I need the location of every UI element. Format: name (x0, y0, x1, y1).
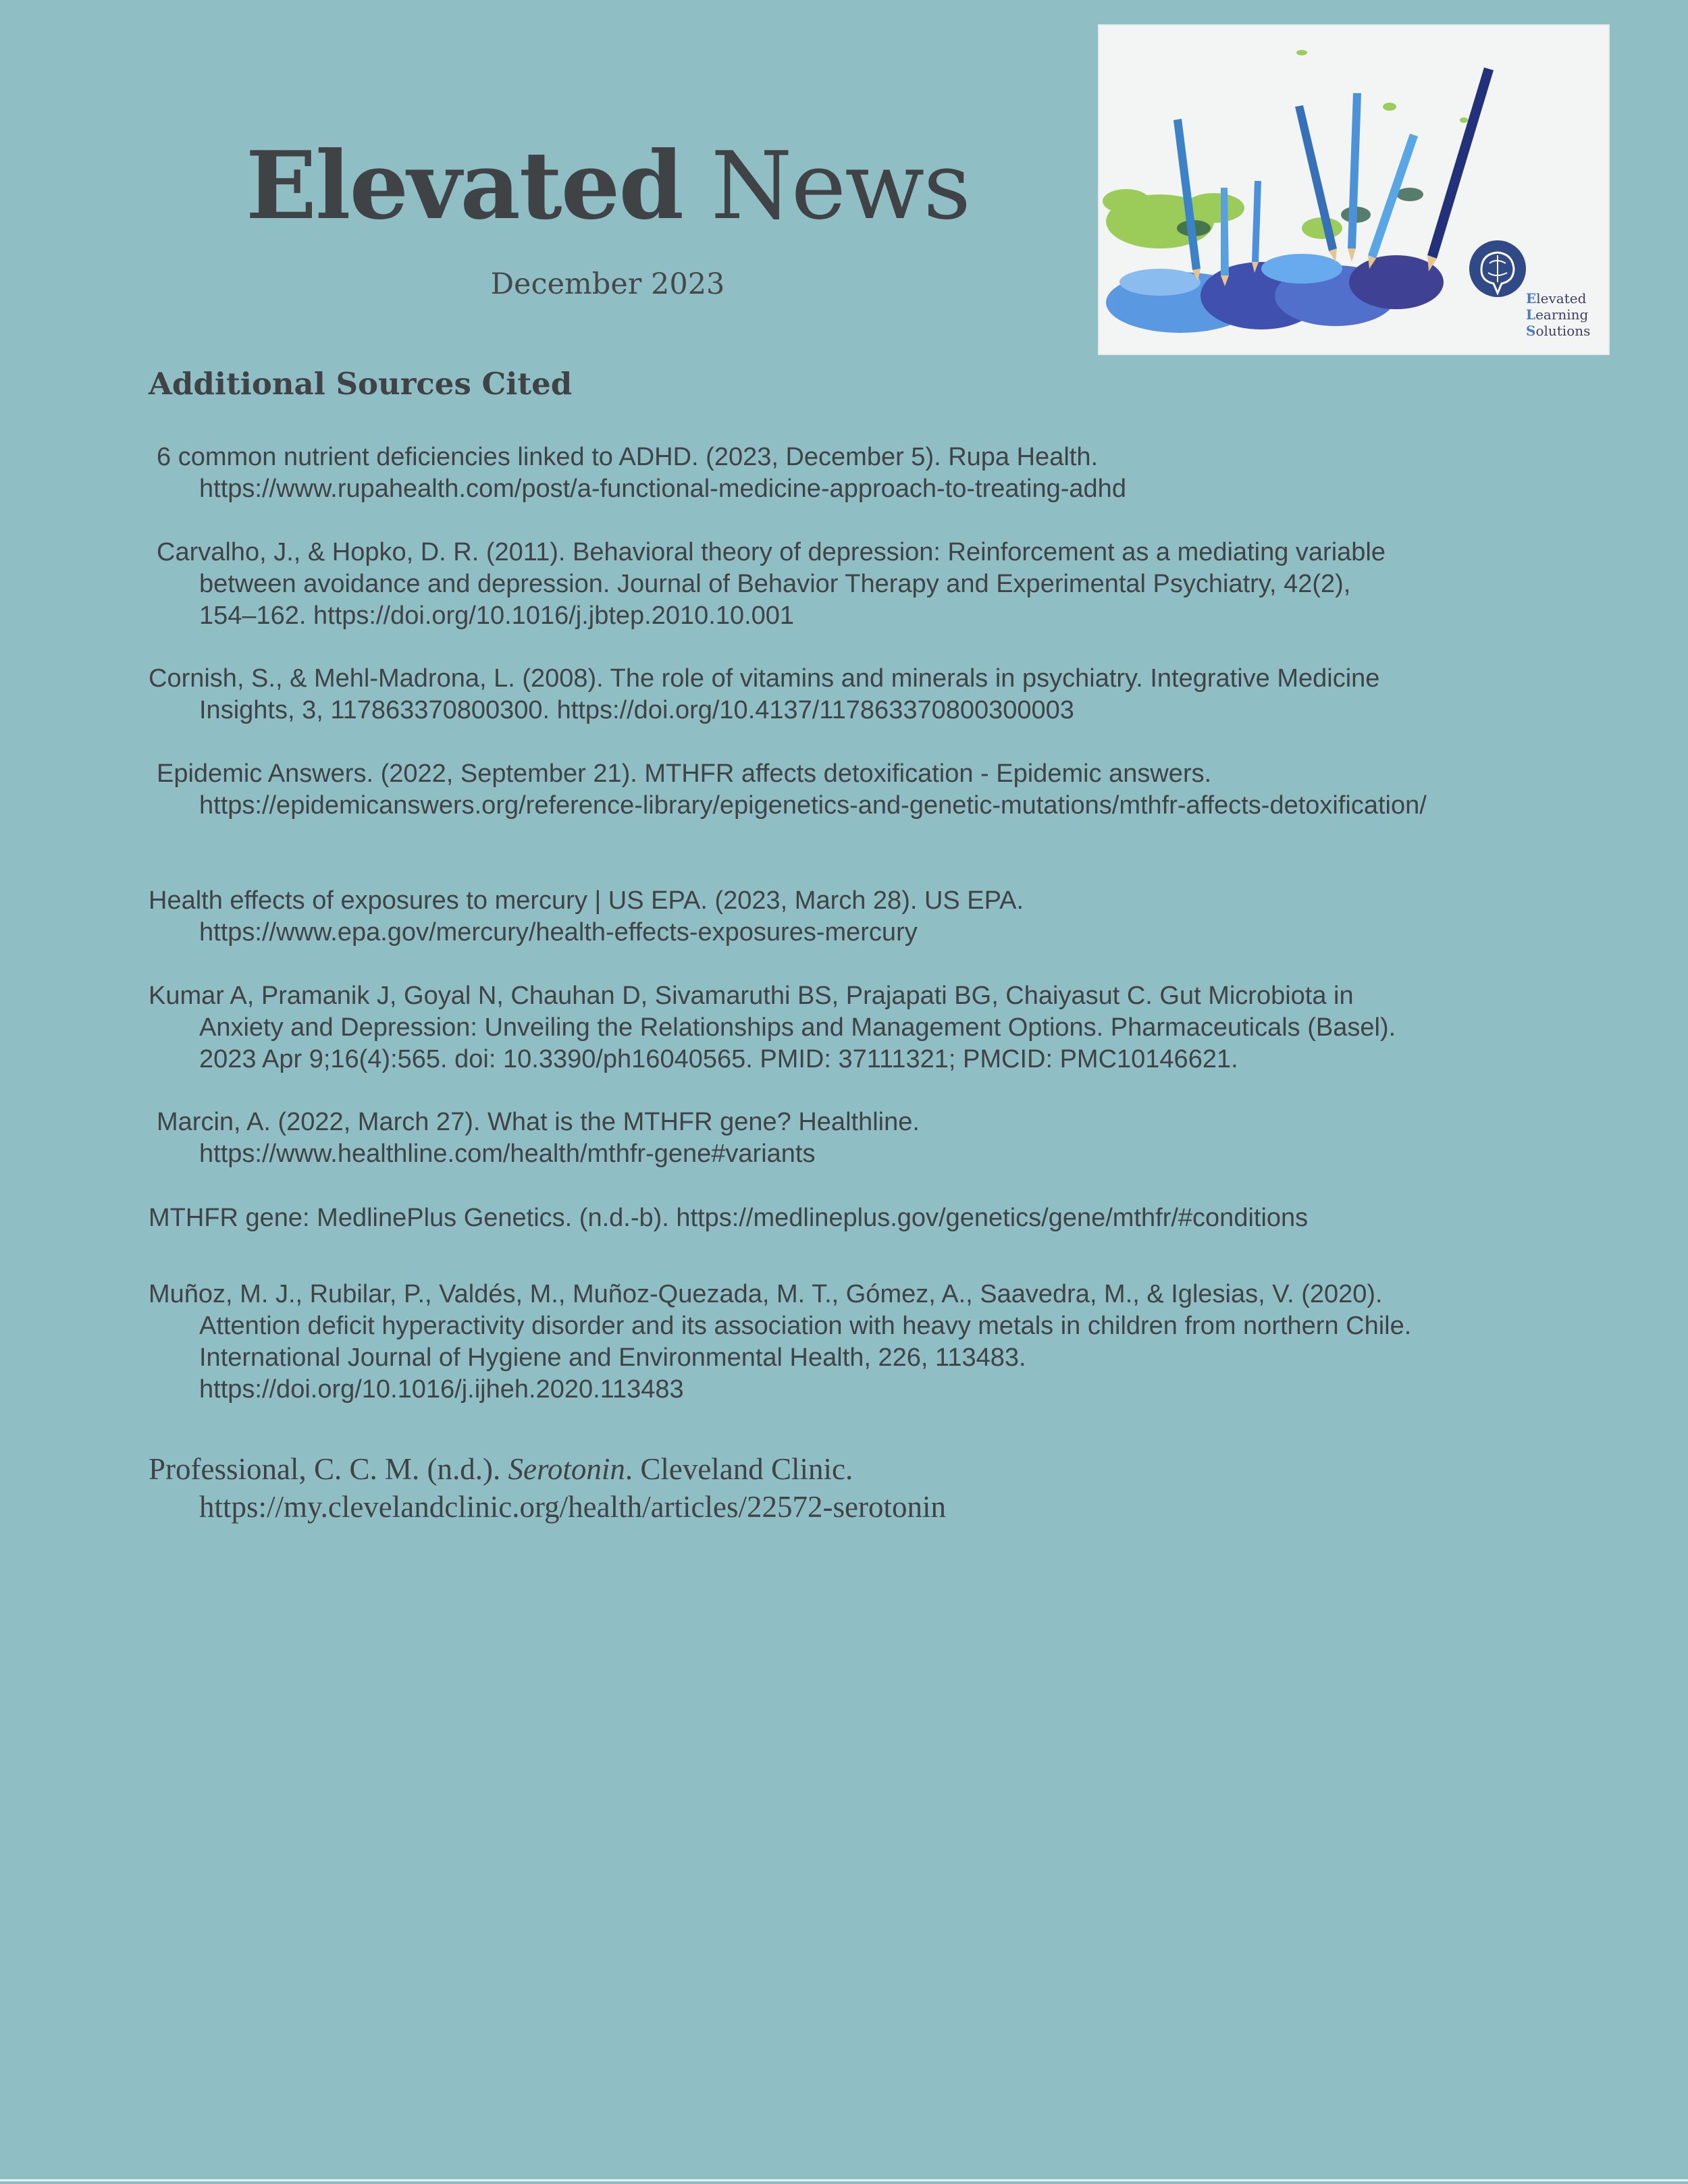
reference-item (149, 1279, 1553, 1406)
reference-line: between avoidance and depression. Journal of Behavior Therapy and Experimental Psychiatry, 42(2), (199, 570, 1351, 598)
reference-line: Anxiety and Depression: Unveiling the Relationships and Management Options. Pharmaceuticals (Basel). (199, 1013, 1396, 1042)
reference-tail: . Cleveland Clinic. (625, 1452, 853, 1486)
reference-url[interactable]: https://www.epa.gov/mercury/health-effects-exposures-mercury (199, 918, 918, 947)
reference-url[interactable]: https://www.rupahealth.com/post/a-functional-medicine-approach-to-treating-adhd (199, 475, 1126, 503)
reference-lead: Professional, C. C. M. (n.d.). (149, 1452, 508, 1486)
reference-url[interactable]: https://doi.org/10.1016/j.ijheh.2020.113483 (199, 1375, 684, 1404)
reference-line[interactable]: MTHFR gene: MedlinePlus Genetics. (n.d.-b). https://medlineplus.gov/genetics/gene/mthfr/#conditions (149, 1204, 1309, 1232)
colored-pencils-image (1098, 24, 1610, 355)
section-heading: Additional Sources Cited (149, 366, 573, 402)
reference-line: Epidemic Answers. (2022, September 21). MTHFR affects detoxification - Epidemic answers. (157, 760, 1212, 788)
title-bold: Elevated (245, 130, 683, 240)
reference-item (149, 885, 1553, 949)
reference-item (149, 1202, 1553, 1234)
reference-line: 2023 Apr 9;16(4):565. doi: 10.3390/ph16040565. PMID: 37111321; PMCID: PMC10146621. (199, 1045, 1238, 1073)
reference-item (149, 537, 1553, 632)
reference-line: Marcin, A. (2022, March 27). What is the MTHFR gene? Healthline. (157, 1108, 920, 1136)
reference-line: Carvalho, J., & Hopko, D. R. (2011). Behavioral theory of depression: Reinforcement as a mediating variable (157, 538, 1386, 566)
logo-initial: S (1526, 323, 1536, 339)
reference-line: Attention deficit hyperactivity disorder and its association with heavy metals in children from northern Chile. (199, 1312, 1412, 1340)
reference-line: Health effects of exposures to mercury | US EPA. (2023, March 28). US EPA. (149, 886, 1024, 915)
reference-item (149, 758, 1553, 822)
reference-item (149, 1450, 1553, 1526)
reference-item (149, 442, 1553, 505)
reference-url[interactable]: https://my.clevelandclinic.org/health/articles/22572-serotonin (199, 1490, 946, 1524)
reference-line (149, 1450, 1553, 1488)
logo-word: olutions (1535, 323, 1591, 339)
logo-word: levated (1536, 290, 1587, 307)
page-bottom-edge (0, 2179, 1688, 2181)
reference-item (149, 663, 1553, 726)
reference-italic-title: Serotonin (508, 1452, 625, 1486)
logo-initial: L (1526, 307, 1536, 323)
reference-line[interactable]: Insights, 3, 117863370800300. https://doi.org/10.4137/117863370800300003 (199, 696, 1074, 724)
reference-item (149, 1107, 1553, 1170)
reference-line[interactable]: 154–162. https://doi.org/10.1016/j.jbtep.2010.10.001 (199, 602, 795, 630)
reference-item (149, 980, 1553, 1075)
reference-url[interactable]: https://epidemicanswers.org/reference-library/epigenetics-and-genetic-mutations/mthfr-affects-detoxification/ (199, 791, 1427, 820)
logo-text (1526, 290, 1590, 339)
newsletter-title (223, 132, 993, 240)
reference-line: 6 common nutrient deficiencies linked to ADHD. (2023, December 5). Rupa Health. (157, 443, 1099, 471)
title-light: News (682, 132, 970, 240)
reference-url[interactable]: https://www.healthline.com/health/mthfr-gene#variants (199, 1140, 816, 1168)
logo-initial: E (1526, 290, 1537, 307)
reference-line: Kumar A, Pramanik J, Goyal N, Chauhan D, Sivamaruthi BS, Prajapati BG, Chaiyasut C. Gut Microbiota in (149, 982, 1354, 1010)
reference-line: Cornish, S., & Mehl-Madrona, L. (2008). The role of vitamins and minerals in psychiatry. Integrative Medicine (149, 664, 1380, 693)
logo-word: earning (1535, 307, 1589, 323)
reference-line: International Journal of Hygiene and Environmental Health, 226, 113483. (199, 1343, 1026, 1372)
reference-line: Muñoz, M. J., Rubilar, P., Valdés, M., Muñoz-Quezada, M. T., Gómez, A., Saavedra, M., & Iglesias, V. (2020). (149, 1280, 1383, 1308)
issue-date: December 2023 (490, 267, 725, 301)
